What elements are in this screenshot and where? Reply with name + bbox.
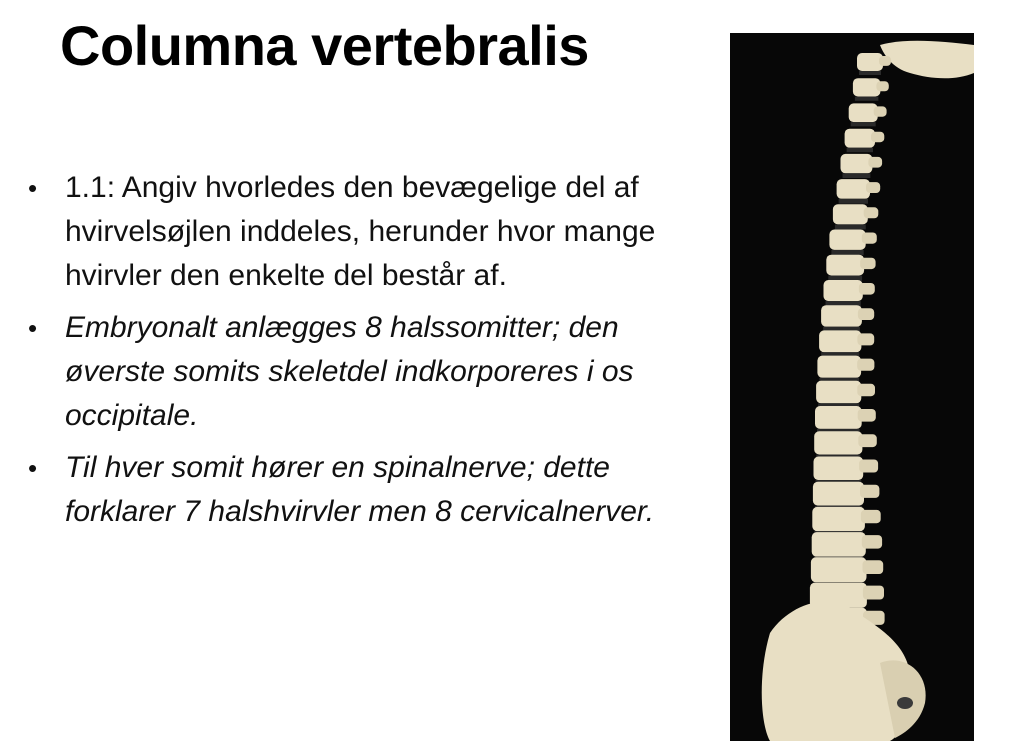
- spinous-process: [862, 535, 882, 549]
- spinous-process: [858, 308, 874, 320]
- vertebra: [812, 532, 866, 557]
- intervertebral-disc: [831, 250, 863, 255]
- vertebra: [824, 280, 863, 301]
- spinous-process: [857, 384, 875, 396]
- spinous-process: [866, 182, 880, 193]
- vertebra: [817, 356, 861, 378]
- vertebra: [812, 507, 865, 531]
- vertebra: [841, 154, 873, 173]
- bullet-item-3: [25, 446, 665, 534]
- spinous-process: [879, 56, 891, 66]
- vertebra: [821, 305, 862, 327]
- vertebra: [813, 482, 864, 506]
- spinous-process: [858, 409, 876, 422]
- vertebra: [826, 255, 864, 276]
- spinous-process: [858, 434, 877, 447]
- spinous-process: [871, 132, 884, 143]
- intervertebral-disc: [859, 71, 881, 75]
- intervertebral-disc: [847, 148, 873, 153]
- intervertebral-disc: [855, 97, 879, 101]
- spinous-process: [868, 157, 882, 168]
- intervertebral-disc: [843, 173, 871, 178]
- vertebra: [833, 204, 868, 224]
- spinous-process: [857, 359, 874, 371]
- bullet-text: Til hver somit hører en spinalnerve; dette forklarer 7 halshvirvler men 8 cervicalnerver.: [65, 451, 655, 528]
- slide-title: Columna vertebralis: [60, 14, 589, 77]
- spinous-process: [860, 485, 879, 498]
- bullet-item-1: [25, 166, 665, 298]
- bullet-marker: •: [28, 313, 38, 343]
- vertebra: [853, 78, 881, 96]
- vertebra: [814, 431, 862, 454]
- spinous-process: [876, 81, 888, 91]
- spinous-process: [864, 207, 879, 218]
- bullet-text: Embryonalt anlægges 8 halssomitter; den øverste somits skeletdel indkorporeres i os occipitale.: [65, 311, 634, 432]
- vertebra: [819, 330, 861, 352]
- vertebra: [845, 129, 875, 148]
- spine-photo: [730, 33, 974, 741]
- intervertebral-disc: [851, 122, 876, 126]
- vertebra: [837, 179, 870, 199]
- bullet-list: [25, 166, 665, 542]
- vertebra: [811, 557, 867, 582]
- bullet-marker: •: [28, 453, 38, 483]
- vertebra: [815, 406, 862, 429]
- spinous-process: [874, 106, 887, 116]
- spine-illustration: [730, 33, 974, 741]
- spinous-process: [862, 233, 877, 244]
- bullet-marker: •: [28, 173, 38, 203]
- vertebra: [816, 381, 861, 404]
- vertebra: [814, 457, 864, 481]
- spinous-process: [859, 283, 875, 295]
- vertebra: [849, 103, 878, 122]
- vertebra: [829, 230, 865, 250]
- spinous-process: [859, 460, 878, 473]
- spinous-process: [861, 510, 881, 523]
- spinous-process: [863, 586, 884, 600]
- spinous-process: [863, 560, 884, 574]
- bullet-text: 1.1: Angiv hvorledes den bevægelige del af hvirvelsøjlen inddeles, herunder hvor mange hvirvler den enkelte del består af.: [65, 171, 656, 292]
- spinous-process: [857, 333, 874, 345]
- intervertebral-disc: [835, 224, 866, 229]
- bullet-item-2: [25, 306, 665, 438]
- spinous-process: [860, 258, 876, 269]
- intervertebral-disc: [839, 199, 868, 204]
